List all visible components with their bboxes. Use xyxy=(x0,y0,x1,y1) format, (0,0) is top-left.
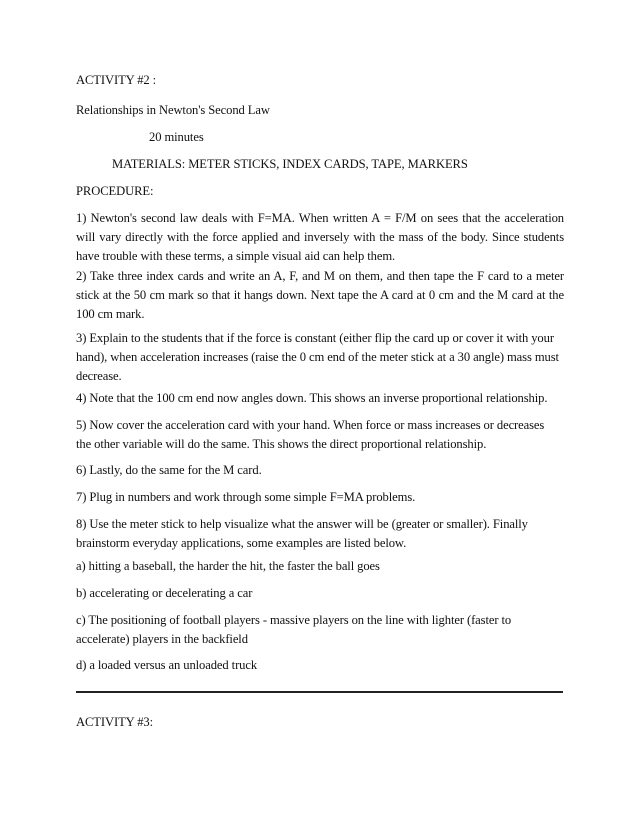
example-d: d) a loaded versus an unloaded truck xyxy=(76,658,258,672)
section-divider xyxy=(76,691,563,693)
activity-3-heading: ACTIVITY #3: xyxy=(76,715,154,729)
procedure-step-6: 6) Lastly, do the same for the M card. xyxy=(76,463,262,477)
document-title: Relationships in Newton's Second Law xyxy=(76,103,270,117)
procedure-step-8: 8) Use the meter stick to help visualize what the answer will be (greater or smaller). Finally brainstorm everyday applications, some examples are listed below. xyxy=(76,517,528,550)
example-b: b) accelerating or decelerating a car xyxy=(76,586,253,600)
procedure-step-4: 4) Note that the 100 cm end now angles down. This shows an inverse proportional relationship. xyxy=(76,391,548,405)
procedure-heading: PROCEDURE: xyxy=(76,184,154,198)
activity-2-heading: ACTIVITY #2 : xyxy=(76,73,157,87)
duration: 20 minutes xyxy=(149,130,204,144)
procedure-step-2: 2) Take three index cards and write an A, F, and M on them, and then tape the F card to a meter stick at the 50 cm mark so that it hangs down. Next tape the A card at 0 cm and the M card at the 100 cm mark. xyxy=(76,269,564,321)
example-c: c) The positioning of football players - massive players on the line with lighter (faster to accelerate) players in the backfield xyxy=(76,613,512,646)
procedure-step-5: 5) Now cover the acceleration card with your hand. When force or mass increases or decreases the other variable will do the same. This shows the direct proportional relationship. xyxy=(76,418,545,451)
procedure-step-3: 3) Explain to the students that if the force is constant (either flip the card up or cover it with your hand), when acceleration increases (raise the 0 cm end of the meter stick at a 30 angle) mass must decrease. xyxy=(76,331,559,383)
example-a: a) hitting a baseball, the harder the hit, the faster the ball goes xyxy=(76,559,380,573)
procedure-step-1: 1) Newton's second law deals with F=MA. When written A = F/M on sees that the acceleration will vary directly with the force applied and inversely with the mass of the body. Since students have trouble with these terms, a simple visual aid can help them. xyxy=(76,211,564,263)
materials-line: MATERIALS: METER STICKS, INDEX CARDS, TAPE, MARKERS xyxy=(112,157,468,171)
procedure-step-7: 7) Plug in numbers and work through some simple F=MA problems. xyxy=(76,490,416,504)
